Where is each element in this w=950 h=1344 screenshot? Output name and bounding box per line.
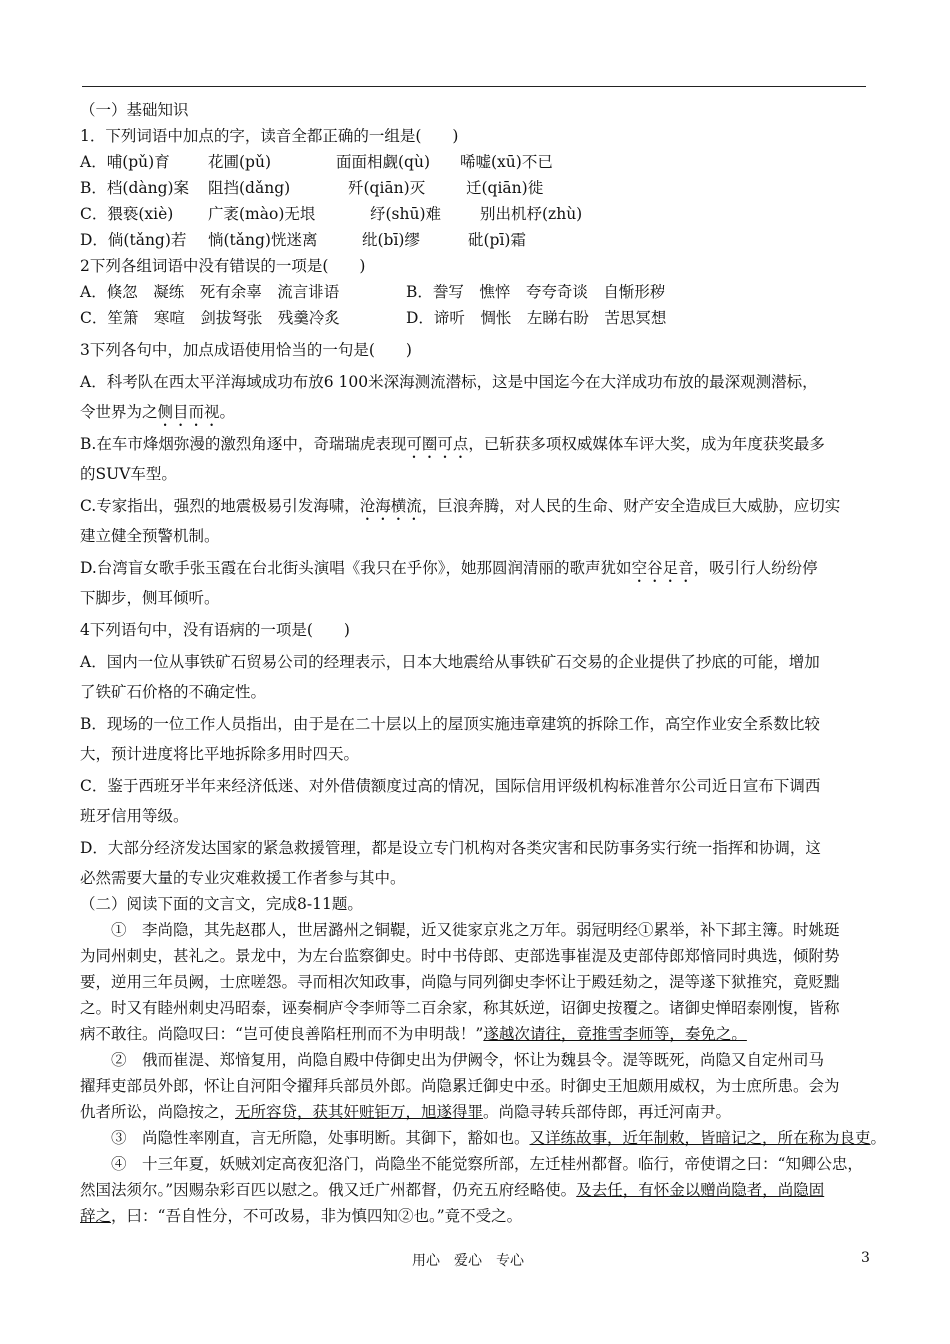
passage-p1-line: ① 李尚隐，其先赵郡人，世居潞州之铜鞮，近又徙家京兆之万年。弱冠明经①累举，补下邽主簿。时姚珽 xyxy=(80,921,840,939)
q4-option-d-line1: D．大部分经济发达国家的紧急救援管理，都是设立专门机构对各类灾害和民防事务实行统一指挥和协调，这 xyxy=(80,839,821,857)
q4-option-b-line1: B．现场的一位工作人员指出，由于是在二十层以上的屋顶实施违章建筑的拆除工作，高空作业安全系数比较 xyxy=(80,715,820,733)
dotted-idiom: 沧海横流 xyxy=(359,497,422,515)
passage-p3-line: ③ 尚隐性率刚直，言无所隐，处事明断。其御下，豁如也。又详练故事，近年制敕，皆暗记之，所在称为良吏。 xyxy=(80,1129,887,1147)
passage-p1-line: 为同州刺史，甚礼之。景龙中，为左台监察御史。时中书侍郎、吏部选事崔湜及吏部侍郎郑愔同时典选，倾附势 xyxy=(80,947,840,965)
q2-stem: 2下列各组词语中没有错误的一项是( ) xyxy=(80,257,366,275)
q3-option-a-line2: 令世界为之侧目而视。 xyxy=(80,403,236,421)
passage-p2-line: ② 俄而崔湜、郑愔复用，尚隐自殿中侍御史出为伊阙令，怀让为魏县令。湜等既死，尚隐又自定州司马 xyxy=(80,1051,825,1069)
passage-p1-line: 之。时又有睦州刺史冯昭泰，诬奏桐庐令李师等二百余家，称其妖逆，诏御史按覆之。诸御史惮昭泰刚愎，皆称 xyxy=(80,999,840,1017)
underlined-sentence: 无所容贷，获其奸赃钜万，旭遂得罪 xyxy=(235,1103,484,1121)
q3-option-d-line1: D.台湾盲女歌手张玉霞在台北街头演唱《我只在乎你》，她那圆润清丽的歌声犹如空谷足音，吸引行人纷纷停 xyxy=(80,559,818,577)
q3-stem: 3下列各句中，加点成语使用恰当的一句是( ) xyxy=(80,341,412,359)
q4-option-c-line2: 班牙信用等级。 xyxy=(80,807,189,825)
q3-option-c-line1: C.专家指出，强烈的地震极易引发海啸，沧海横流，巨浪奔腾，对人民的生命、财产安全造成巨大威胁，应切实 xyxy=(80,497,841,515)
dotted-idiom: 可圈可点 xyxy=(406,435,469,453)
footer-slogan: 用心 爱心 专心 xyxy=(412,1253,524,1269)
underlined-sentence: 又详练故事，近年制敕，皆暗记之，所在称为良吏 xyxy=(529,1129,871,1147)
section1-heading: （一）基础知识 xyxy=(80,101,189,119)
underlined-sentence: 辞之 xyxy=(80,1207,112,1225)
q2-row2: C．笙箫 寒喧 剑拔弩张 残羹冷炙 D．谛听 惆怅 左睇右盼 苦思冥想 xyxy=(80,309,667,327)
q3-option-c-line2: 建立健全预警机制。 xyxy=(80,527,220,545)
q3-option-b-line1: B.在车市烽烟弥漫的激烈角逐中，奇瑞瑞虎表现可圈可点，已斩获多项权威媒体车评大奖，成为年度获奖最多 xyxy=(80,435,825,453)
q3-option-a-line1: A．科考队在西太平洋海域成功布放6 100米深海测流潜标，这是中国迄今在大洋成功布放的最深观测潜标， xyxy=(80,373,818,391)
passage-p1-last-line: 病不敢往。尚隐叹曰：“岂可使良善陷枉刑而不为申明哉！”遂越次请往，竟推雪李师等，奏免之。 xyxy=(80,1025,747,1043)
passage-p1-line: 要，逆用三年员阙，士庶嗟怨。寻而相次知政事，尚隐与同列御史李怀让于殿廷劾之，湜等遂下狱推究，竟贬黜 xyxy=(80,973,840,991)
q1-option-d: D．倘(tǎng)若 惝(tǎng)恍迷离 纰(bī)缪 砒(pī)霜 xyxy=(80,231,526,249)
passage-p4-line3: 辞之，曰：“吾自性分，不可改易，非为慎四知②也。”竟不受之。 xyxy=(80,1207,523,1225)
passage-p2-line: 擢拜吏部员外郎，怀让自河阳令擢拜兵部员外郎。尚隐累迁御史中丞。时御史王旭颇用威权，为士庶所患。会为 xyxy=(80,1077,840,1095)
q4-option-c-line1: C．鉴于西班牙半年来经济低迷、对外借债额度过高的情况，国际信用评级机构标准普尔公司近日宣布下调西 xyxy=(80,777,821,795)
section2-heading: （二）阅读下面的文言文，完成8-11题。 xyxy=(80,895,363,913)
header-rule xyxy=(82,86,866,87)
dotted-idiom: 侧目而视 xyxy=(157,403,220,421)
passage-p4-line: ④ 十三年夏，妖贼刘定高夜犯洛门，尚隐坐不能觉察所部，左迁桂州都督。临行，帝使谓之曰：“知卿公忠， xyxy=(80,1155,863,1173)
q1-option-c: C．猥亵(xiè) 广袤(mào)无垠 纾(shū)难 别出机杼(zhù) xyxy=(80,205,583,223)
passage-p4-line2: 然国法须尔。”因赐杂彩百匹以慰之。俄又迁广州都督，仍充五府经略使。及去任，有怀金以赠尚隐者，尚隐固 xyxy=(80,1181,825,1199)
q4-stem: 4下列语句中，没有语病的一项是( ) xyxy=(80,621,350,639)
q1-option-a: A．哺(pǔ)育 花圃(pǔ) 面面相觑(qù) 唏嘘(xū)不已 xyxy=(80,153,553,171)
q1-stem: 1．下列词语中加点的字，读音全都正确的一组是( ) xyxy=(80,127,459,145)
q3-option-d-line2: 下脚步，侧耳倾听。 xyxy=(80,589,220,607)
page-number: 3 xyxy=(861,1250,870,1266)
q4-option-b-line2: 大，预计进度将比平地拆除多用时四天。 xyxy=(80,745,360,763)
q3-option-b-line2: 的SUV车型。 xyxy=(80,465,177,483)
dotted-idiom: 空谷足音 xyxy=(631,559,694,577)
q1-option-b: B．档(dàng)案 阻挡(dǎng) 歼(qiān)灭 迁(qiān)徙 xyxy=(80,179,544,197)
underlined-sentence: 及去任，有怀金以赠尚隐者，尚隐固 xyxy=(576,1181,825,1199)
q4-option-a-line1: A．国内一位从事铁矿石贸易公司的经理表示，日本大地震给从事铁矿石交易的企业提供了抄底的可能，增加 xyxy=(80,653,820,671)
q4-option-d-line2: 必然需要大量的专业灾难救援工作者参与其中。 xyxy=(80,869,406,887)
q4-option-a-line2: 了铁矿石价格的不确定性。 xyxy=(80,683,267,701)
passage-p2-last-line: 仇者所讼，尚隐按之，无所容贷，获其奸赃钜万，旭遂得罪。尚隐寻转兵部侍郎，再迁河南尹。 xyxy=(80,1103,732,1121)
underlined-sentence: 遂越次请往，竟推雪李师等，奏免之。 xyxy=(483,1025,747,1043)
q2-row1: A．倏忽 凝练 死有余辜 流言诽语 B．誊写 憔悴 夸夸奇谈 自惭形秽 xyxy=(80,283,666,301)
